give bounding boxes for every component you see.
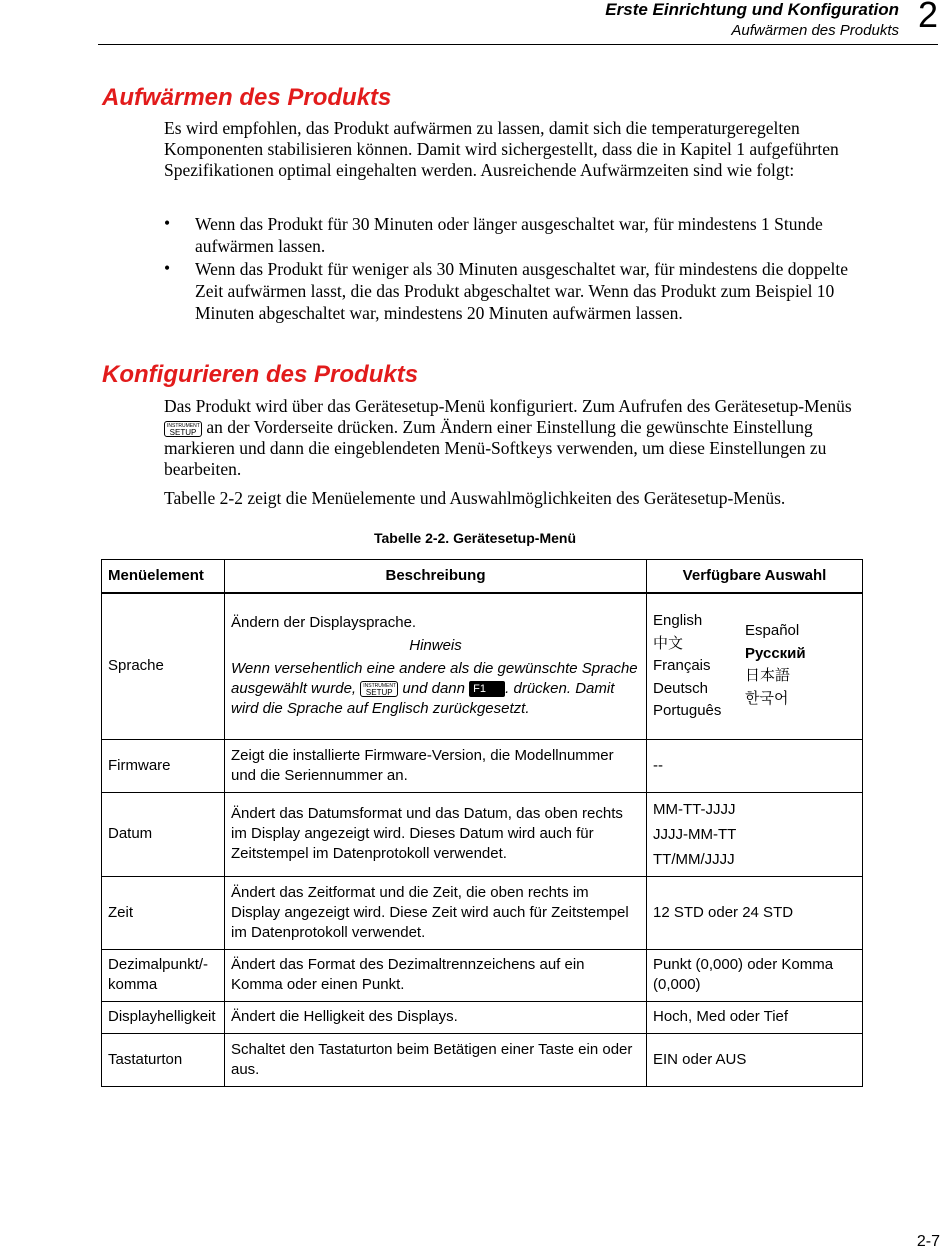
- language-column-1: [653, 610, 745, 723]
- chapter-number: 2: [917, 0, 938, 35]
- language-option: English: [653, 612, 703, 629]
- running-header-title: Erste Einrichtung und Konfiguration: [605, 0, 899, 19]
- instrument-setup-key-icon: [360, 681, 398, 697]
- table-row: [102, 593, 863, 739]
- running-header-subtitle: Aufwärmen des Produkts: [731, 22, 899, 39]
- language-option: Français: [653, 657, 711, 674]
- language-option: Español: [745, 622, 800, 639]
- table-row: [102, 792, 863, 876]
- key-line-2: SETUP: [365, 688, 393, 698]
- header-rule: [98, 44, 938, 45]
- config-para-part-b: an der Vorderseite drücken. Zum Ändern einer Einstellung die gewünschte Einstellung markieren und dann die eingeblendeten Menü-Softkeys verwenden, um diese Einstellungen zu bearbeiten.: [164, 417, 827, 479]
- language-list: [653, 610, 856, 723]
- config-paragraph-2: Tabelle 2-2 zeigt die Menüelemente und Auswahlmöglichkeiten des Gerätesetup-Menüs.: [164, 488, 786, 508]
- options-cell: [647, 593, 863, 739]
- table-row: [102, 949, 863, 1001]
- option-value: TT/MM/JJJJ: [653, 850, 735, 868]
- column-header: Beschreibung: [225, 560, 647, 594]
- language-column-2: [745, 610, 837, 723]
- page-number: 2-7: [916, 1233, 940, 1250]
- note-text: [231, 659, 640, 719]
- menu-item-cell: Firmware: [102, 739, 225, 792]
- menu-item-cell: Tastaturton: [102, 1033, 225, 1086]
- key-line-1: INSTRUMENT: [363, 683, 397, 690]
- note-heading: Hinweis: [409, 637, 462, 655]
- note-part-a: Wenn versehentlich eine andere als die gewünschte Sprache ausgewählt wurde,: [231, 660, 638, 698]
- language-option: Русский: [745, 644, 806, 662]
- table-header-row: [102, 560, 863, 594]
- options-cell: Punkt (0,000) oder Komma (0,000): [647, 949, 863, 1001]
- note-part-b: und dann: [402, 680, 465, 698]
- language-option: 日本語: [745, 667, 791, 684]
- options-cell: Hoch, Med oder Tief: [647, 1001, 863, 1033]
- options-cell: EIN oder AUS: [647, 1033, 863, 1086]
- table-caption: Tabelle 2-2. Gerätesetup-Menü: [373, 530, 576, 546]
- bullet-marker: •: [164, 258, 171, 278]
- note-part-c: . drücken. Damit wird die Sprache auf Englisch zurückgesetzt.: [231, 680, 615, 718]
- option-value: MM-TT-JJJJ: [653, 800, 736, 818]
- language-option: Deutsch: [653, 679, 709, 697]
- menu-item-cell: Zeit: [102, 876, 225, 949]
- menu-item-cell: Sprache: [102, 593, 225, 739]
- table-row: [102, 739, 863, 792]
- table-row: [102, 876, 863, 949]
- description-text: Ändern der Displaysprache.: [231, 614, 417, 632]
- table-row: [102, 1033, 863, 1086]
- description-cell: Zeigt die installierte Firmware-Version, die Modellnummer und die Seriennummer an.: [225, 739, 647, 792]
- description-cell: Ändert das Datumsformat und das Datum, das oben rechts im Display angezeigt wird. Dieses Datum wird auch für Zeitstempel im Datenprotokoll verwendet.: [225, 792, 647, 876]
- section-heading-config: Konfigurieren des Produkts: [102, 361, 419, 388]
- config-para-part-a: Das Produkt wird über das Gerätesetup-Menü konfiguriert. Zum Aufrufen des Gerätesetup-Menüs: [164, 396, 852, 416]
- description-cell: Ändert das Format des Dezimaltrennzeichens auf ein Komma oder einen Punkt.: [225, 949, 647, 1001]
- warmup-paragraph: Es wird empfohlen, das Produkt aufwärmen zu lassen, damit sich die temperaturgeregelten Komponenten stabilisieren können. Damit wird sichergestellt, dass die in Kapitel 1 aufgeführten Spezifikationen optimal eingehalten werden. Ausreichende Aufwärmzeiten sind wie folgt:: [164, 118, 839, 180]
- instrument-setup-key-icon: [164, 421, 202, 437]
- menu-item-cell: Dezimalpunkt/-komma: [102, 949, 225, 1001]
- description-cell: Ändert das Zeitformat und die Zeit, die oben rechts im Display angezeigt wird. Diese Zeit wird auch für Zeitstempel im Datenprotokoll verwendet.: [225, 876, 647, 949]
- description-cell: [225, 593, 647, 739]
- table-row: [102, 1001, 863, 1033]
- options-cell: 12 STD oder 24 STD: [647, 876, 863, 949]
- column-header: Verfügbare Auswahl: [647, 560, 863, 594]
- column-header: Menüelement: [102, 560, 225, 594]
- f1-key-icon: F1: [469, 681, 505, 697]
- language-option: 한국어: [745, 689, 789, 707]
- options-cell: --: [647, 739, 863, 792]
- menu-item-cell: Displayhelligkeit: [102, 1001, 225, 1033]
- language-option: 中文: [653, 634, 684, 652]
- setup-menu-table: [101, 559, 863, 1087]
- description-cell: Schaltet den Tastaturton beim Betätigen einer Taste ein oder aus.: [225, 1033, 647, 1086]
- description-cell: Ändert die Helligkeit des Displays.: [225, 1001, 647, 1033]
- warmup-bullet-2: Wenn das Produkt für weniger als 30 Minuten ausgeschaltet war, für mindestens die doppelte Zeit aufwärmen lasst, die das Produkt abgeschaltet war. Wenn das Produkt zum Beispiel 10 Minuten abgeschaltet war, mindestens 20 Minuten aufwärmen lassen.: [195, 259, 849, 323]
- section-heading-warmup: Aufwärmen des Produkts: [102, 84, 392, 111]
- option-value: JJJJ-MM-TT: [653, 825, 737, 843]
- options-cell: [647, 792, 863, 876]
- menu-item-cell: Datum: [102, 792, 225, 876]
- bullet-marker: •: [164, 213, 171, 233]
- key-line-2: SETUP: [169, 427, 197, 437]
- language-option: Português: [653, 702, 722, 719]
- key-line-1: INSTRUMENT: [167, 422, 200, 429]
- warmup-bullet-1: Wenn das Produkt für 30 Minuten oder länger ausgeschaltet war, für mindestens 1 Stunde aufwärmen lassen.: [195, 214, 823, 256]
- config-paragraph-1: [164, 396, 854, 480]
